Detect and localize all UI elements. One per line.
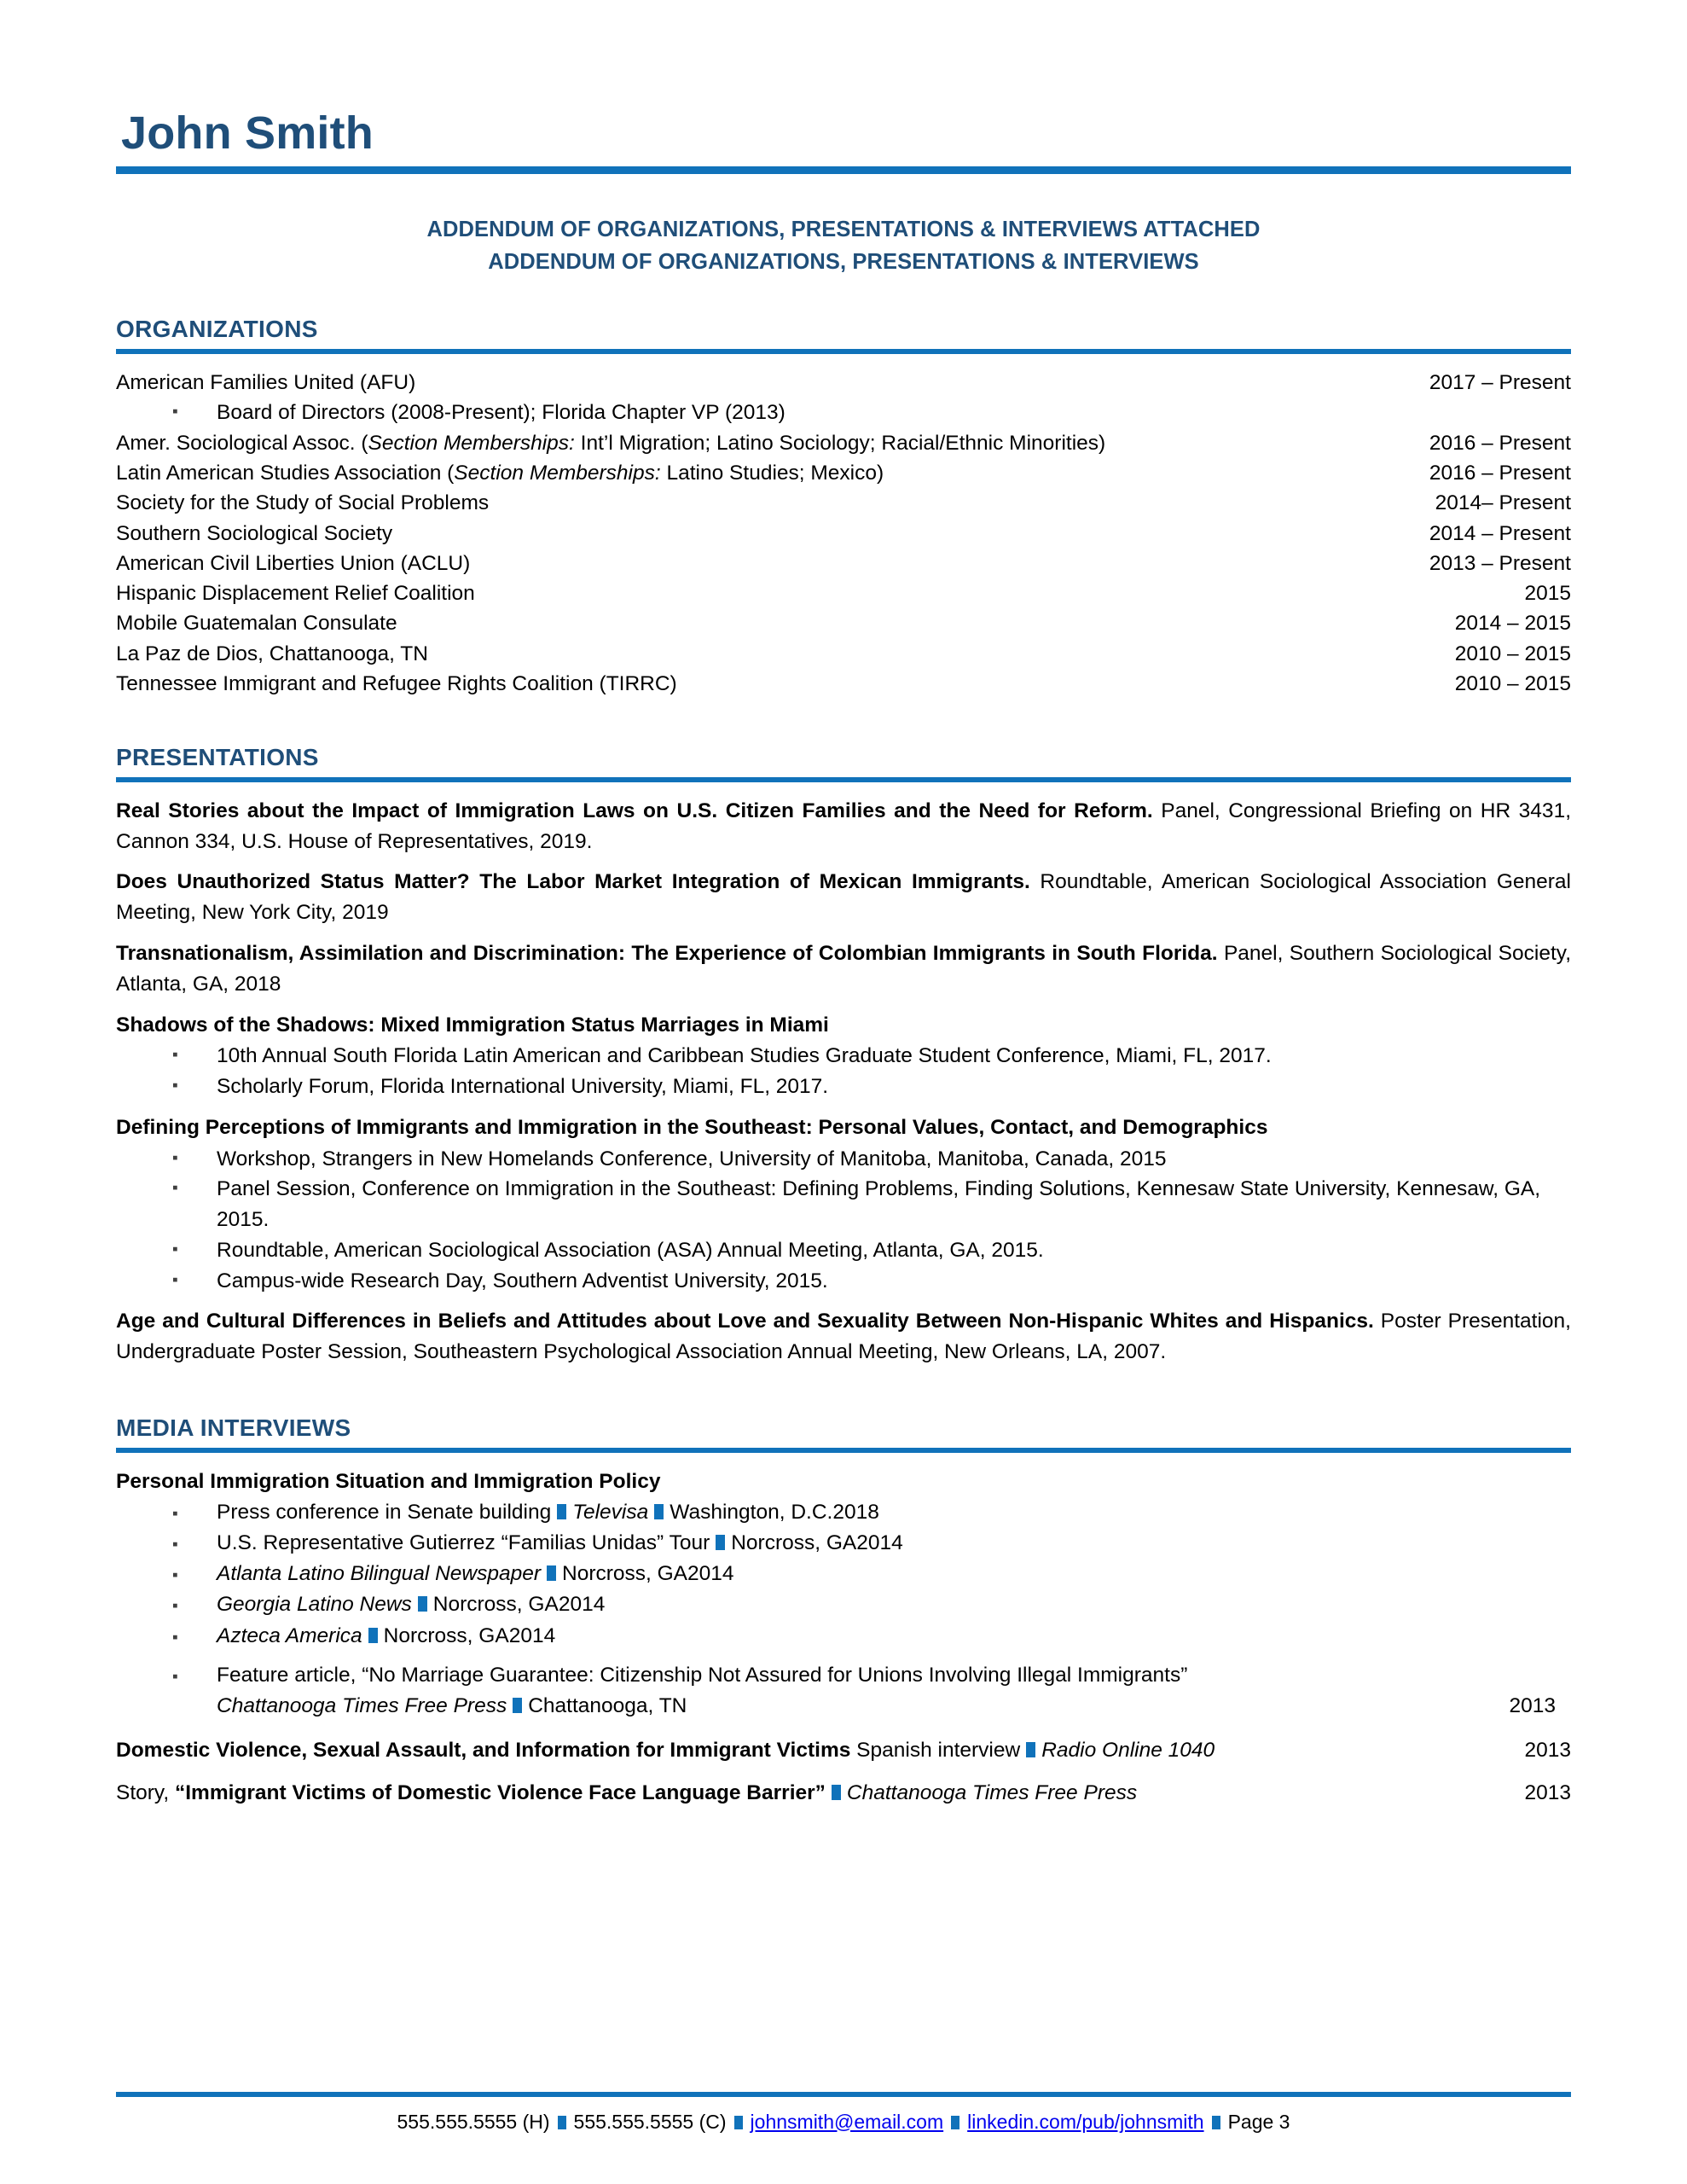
organization-name: Tennessee Immigrant and Refugee Rights Coalition (TIRRC) — [116, 671, 677, 695]
blue-square-separator-icon — [716, 1535, 725, 1550]
presentation-title: Defining Perceptions of Immigrants and Immigration in the Southeast: Personal Values, Contact, and Demographics — [116, 1115, 1268, 1139]
presentation-title: Age and Cultural Differences in Beliefs and Attitudes about Love and Sexuality Between Non-Hispanic Whites and Hispanics. — [116, 1310, 1374, 1333]
media-item — [116, 1621, 1571, 1652]
media-year: 2013 — [1524, 1738, 1571, 1762]
square-bullet-icon: ▪ — [172, 1179, 178, 1198]
media-outlet: Atlanta Latino Bilingual Newspaper — [217, 1562, 541, 1586]
organization-row — [116, 428, 1571, 458]
media-item — [116, 1528, 1571, 1559]
organization-date: 2010 – 2015 — [1454, 642, 1571, 665]
media-year: 2014 — [856, 1531, 903, 1554]
addendum-line-2: ADDENDUM OF ORGANIZATIONS, PRESENTATIONS & INTERVIEWS — [488, 250, 1199, 275]
organization-section-label: Section Memberships: — [368, 431, 575, 455]
section-presentations — [116, 745, 1571, 1368]
organization-row — [116, 519, 1571, 549]
presentation-venue-list — [116, 1041, 1571, 1102]
list-item — [116, 1144, 1571, 1175]
square-bullet-icon: ▪ — [172, 1566, 178, 1585]
blue-square-separator-icon — [734, 2116, 743, 2129]
media-outlet: Chattanooga Times Free Press — [217, 1694, 507, 1718]
media-interviews-list — [116, 1467, 1571, 1809]
square-bullet-icon: ▪ — [172, 403, 178, 421]
presentation-detail: Roundtable, American Sociological Association General Meeting, New York City, 2019 — [116, 870, 1571, 925]
section-heading-organizations: ORGANIZATIONS — [116, 316, 318, 343]
media-item-text — [116, 1735, 1215, 1766]
square-bullet-icon: ▪ — [172, 1597, 178, 1616]
organization-date: 2016 – Present — [1429, 462, 1571, 485]
addendum-titles — [116, 213, 1571, 280]
organization-date: 2015 — [1524, 582, 1571, 606]
list-item — [116, 398, 1571, 428]
organization-row — [116, 578, 1571, 608]
list-item — [116, 1041, 1571, 1072]
organization-date: 2013 – Present — [1429, 551, 1571, 575]
list-item — [116, 1072, 1571, 1102]
header-block — [116, 0, 1571, 174]
media-year: 2014 — [508, 1623, 556, 1647]
square-bullet-icon: ▪ — [172, 1240, 178, 1258]
organization-name: American Civil Liberties Union (ACLU) — [116, 551, 471, 575]
media-year: 2013 — [1509, 1694, 1556, 1718]
organization-date: 2014 – Present — [1429, 521, 1571, 545]
organization-row — [116, 458, 1571, 488]
presentation-entry — [116, 1306, 1571, 1368]
organization-role: Board of Directors (2008-Present); Florida Chapter VP (2013) — [217, 401, 786, 425]
blue-square-separator-icon — [558, 2116, 566, 2129]
organization-row — [116, 669, 1571, 699]
square-bullet-icon: ▪ — [172, 1148, 178, 1167]
media-item — [116, 1735, 1571, 1766]
section-divider-media-interviews — [116, 1448, 1571, 1453]
media-feature-headline: Feature article, “No Marriage Guarantee: Citizenship Not Assured for Unions Involving Illegal Immigrants” — [217, 1663, 1188, 1687]
section-divider-organizations — [116, 349, 1571, 354]
organization-row — [116, 608, 1571, 638]
organization-row — [116, 488, 1571, 518]
square-bullet-icon: ▪ — [172, 1535, 178, 1554]
presentation-venue: Roundtable, American Sociological Association (ASA) Annual Meeting, Atlanta, GA, 2015. — [217, 1238, 1044, 1262]
square-bullet-icon: ▪ — [172, 1667, 178, 1686]
section-media-interviews — [116, 1415, 1571, 1808]
square-bullet-icon: ▪ — [172, 1504, 178, 1523]
footer-phone-home: 555.555.5555 (H) — [397, 2110, 550, 2133]
presentations-list — [116, 796, 1571, 1368]
media-year: 2014 — [687, 1562, 734, 1586]
presentation-venue: Workshop, Strangers in New Homelands Conference, University of Manitoba, Manitoba, Canada, 2015 — [217, 1147, 1167, 1170]
list-item — [116, 1174, 1571, 1235]
media-item-part1: Press conference in Senate building — [217, 1500, 552, 1524]
section-divider-presentations — [116, 777, 1571, 782]
media-item — [116, 1660, 1571, 1691]
section-heading-media-interviews: MEDIA INTERVIEWS — [116, 1414, 351, 1441]
blue-square-separator-icon — [654, 1504, 664, 1519]
presentation-title: Shadows of the Shadows: Mixed Immigration Status Marriages in Miami — [116, 1013, 829, 1037]
list-item — [116, 1266, 1571, 1297]
presentation-venue: 10th Annual South Florida Latin American and Caribbean Studies Graduate Student Conference, Miami, FL, 2017. — [217, 1044, 1272, 1068]
organization-name: La Paz de Dios, Chattanooga, TN — [116, 642, 428, 665]
page-footer — [116, 2092, 1571, 2137]
organization-date: 2014 – 2015 — [1454, 612, 1571, 636]
organization-name-tail: Int’l Migration; Latino Sociology; Racial/Ethnic Minorities) — [574, 431, 1106, 455]
header-divider — [116, 166, 1571, 174]
organization-name-head: Latin American Studies Association ( — [116, 462, 455, 485]
blue-square-separator-icon — [513, 1698, 522, 1713]
organization-name: Society for the Study of Social Problems — [116, 491, 490, 515]
blue-square-separator-icon — [557, 1504, 566, 1519]
media-location: Chattanooga, TN — [528, 1694, 687, 1718]
presentation-title: Real Stories about the Impact of Immigration Laws on U.S. Citizen Families and the Need for Reform. — [116, 799, 1153, 822]
blue-square-separator-icon — [547, 1565, 556, 1581]
presentation-detail: Panel, Congressional Briefing on HR 3431, Cannon 334, U.S. House of Representatives, 2019. — [116, 799, 1571, 853]
presentation-entry — [116, 796, 1571, 857]
square-bullet-icon: ▪ — [172, 1270, 178, 1289]
media-outlet: Televisa — [572, 1500, 649, 1524]
organization-date: 2014– Present — [1435, 491, 1571, 515]
footer-divider — [116, 2092, 1571, 2097]
presentation-detail: Panel, Southern Sociological Society, Atlanta, GA, 2018 — [116, 942, 1571, 996]
square-bullet-icon: ▪ — [172, 1628, 178, 1647]
organization-name: Hispanic Displacement Relief Coalition — [116, 582, 475, 606]
media-location: Norcross, GA — [432, 1593, 559, 1617]
presentation-title: Transnationalism, Assimilation and Discrimination: The Experience of Colombian Immigrants in South Florida. — [116, 942, 1218, 966]
media-item — [116, 1497, 1571, 1528]
footer-phone-cell: 555.555.5555 (C) — [573, 2110, 727, 2133]
blue-square-separator-icon — [951, 2116, 959, 2129]
footer-email-link[interactable]: johnsmith@email.com — [750, 2110, 944, 2133]
media-item-text — [217, 1589, 559, 1620]
organization-row — [116, 549, 1571, 578]
presentation-detail: Poster Presentation, Undergraduate Poster Session, Southeastern Psychological Association Annual Meeting, New Orleans, LA, 2007. — [116, 1310, 1571, 1364]
addendum-line-1: ADDENDUM OF ORGANIZATIONS, PRESENTATIONS & INTERVIEWS ATTACHED — [426, 217, 1261, 241]
organization-section-label: Section Memberships: — [454, 462, 661, 485]
presentation-title: Does Unauthorized Status Matter? The Labor Market Integration of Mexican Immigrants. — [116, 870, 1030, 894]
blue-square-separator-icon — [368, 1628, 378, 1643]
media-outlet: Chattanooga Times Free Press — [846, 1780, 1138, 1804]
organizations-list — [116, 368, 1571, 699]
media-outlet: Azteca America — [217, 1623, 362, 1647]
media-item-text — [217, 1559, 687, 1589]
media-item-text — [217, 1528, 856, 1559]
section-heading-presentations: PRESENTATIONS — [116, 744, 319, 771]
media-item-text — [217, 1497, 832, 1528]
presentation-entry — [116, 938, 1571, 1000]
organization-row — [116, 368, 1571, 398]
footer-page-number: Page 3 — [1227, 2110, 1290, 2133]
media-year: 2013 — [1524, 1780, 1571, 1804]
media-outlet: Radio Online 1040 — [1041, 1738, 1215, 1762]
media-year: 2014 — [558, 1593, 606, 1617]
footer-contact-line — [116, 2107, 1571, 2137]
media-item-text — [217, 1621, 509, 1652]
organization-date: 2010 – 2015 — [1454, 671, 1571, 695]
organization-name — [116, 458, 884, 488]
media-feature-source-row — [116, 1691, 1571, 1722]
blue-square-separator-icon — [832, 1785, 841, 1800]
presentation-entry — [116, 867, 1571, 928]
presentation-venue-list — [116, 1144, 1571, 1297]
blue-square-separator-icon — [418, 1596, 427, 1612]
media-location: Norcross, GA — [562, 1562, 688, 1586]
organization-name-tail: Latino Studies; Mexico) — [660, 462, 884, 485]
media-location: Norcross, GA — [383, 1623, 509, 1647]
page-title: John Smith — [121, 107, 374, 159]
media-item — [116, 1778, 1571, 1809]
media-item-text — [116, 1778, 1137, 1809]
media-feature-source — [217, 1691, 687, 1722]
media-year: 2018 — [832, 1500, 879, 1524]
list-item — [116, 1235, 1571, 1266]
presentation-venue: Campus-wide Research Day, Southern Adventist University, 2015. — [217, 1269, 828, 1292]
media-item — [116, 1589, 1571, 1620]
organization-name — [116, 428, 1105, 458]
media-format: Spanish interview — [850, 1738, 1021, 1762]
presentation-venue: Scholarly Forum, Florida International University, Miami, FL, 2017. — [217, 1075, 829, 1099]
organization-name: Mobile Guatemalan Consulate — [116, 612, 397, 636]
media-location: Washington, D.C. — [670, 1500, 833, 1524]
square-bullet-icon: ▪ — [172, 1077, 178, 1095]
footer-linkedin-link[interactable]: linkedin.com/pub/johnsmith — [967, 2110, 1204, 2133]
media-outlet: Georgia Latino News — [217, 1593, 412, 1617]
media-item-part1: U.S. Representative Gutierrez “Familias Unidas” Tour — [217, 1531, 710, 1554]
media-format: Story, — [116, 1780, 175, 1804]
media-subheading: Personal Immigration Situation and Immigration Policy — [116, 1469, 661, 1493]
media-location: Norcross, GA — [731, 1531, 857, 1554]
organization-name: Southern Sociological Society — [116, 521, 393, 545]
organization-name-head: Amer. Sociological Assoc. ( — [116, 431, 368, 455]
blue-square-separator-icon — [1026, 1742, 1035, 1757]
media-topic: “Immigrant Victims of Domestic Violence Face Language Barrier” — [174, 1780, 826, 1804]
presentation-venue: Panel Session, Conference on Immigration in the Southeast: Defining Problems, Finding Solutions, Kennesaw State University, Kennesaw, GA, 2015. — [217, 1177, 1541, 1232]
organization-date: 2017 – Present — [1429, 370, 1571, 394]
square-bullet-icon: ▪ — [172, 1046, 178, 1065]
organization-name: American Families United (AFU) — [116, 370, 416, 394]
organization-row — [116, 639, 1571, 669]
media-item — [116, 1559, 1571, 1589]
media-topic: Domestic Violence, Sexual Assault, and Information for Immigrant Victims — [116, 1738, 851, 1762]
blue-square-separator-icon — [1212, 2116, 1220, 2129]
organization-date: 2016 – Present — [1429, 431, 1571, 455]
section-organizations — [116, 317, 1571, 699]
